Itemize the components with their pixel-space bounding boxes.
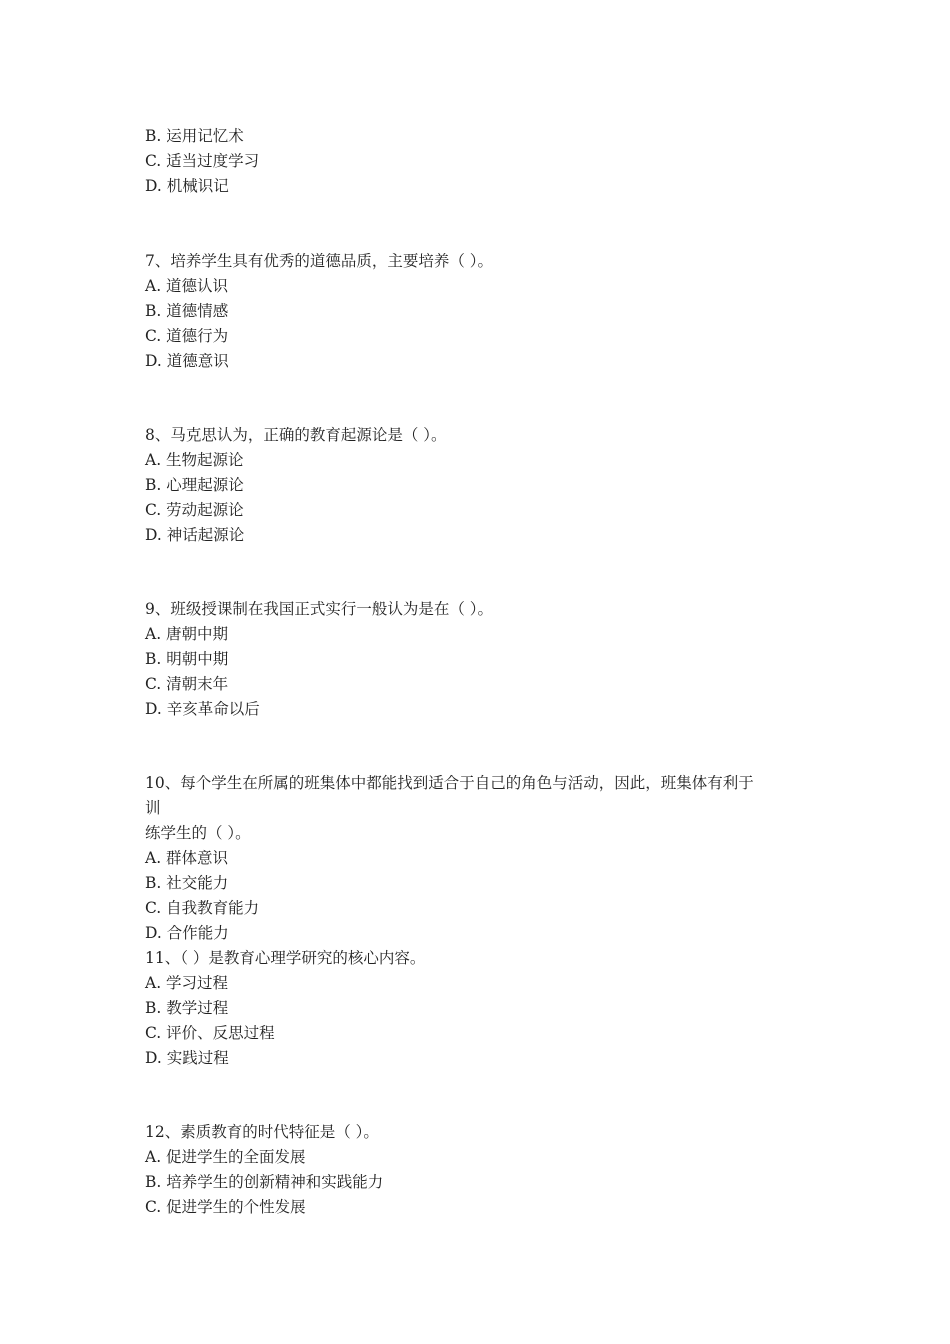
option-line: C. 清朝末年 xyxy=(145,675,229,693)
question-8: 8、马克思认为，正确的教育起源论是（ ）。 xyxy=(145,426,447,444)
question-12: 12、素质教育的时代特征是（ ）。 xyxy=(145,1123,379,1141)
option-line: A. 道德认识 xyxy=(145,277,229,295)
option-line: B. 培养学生的创新精神和实践能力 xyxy=(145,1173,384,1191)
question-10: 10、每个学生在所属的班集体中都能找到适合于自己的角色与活动，因此，班集体有利于 xyxy=(145,774,754,792)
option-line: B. 运用记忆术 xyxy=(145,127,244,145)
option-line: C. 促进学生的个性发展 xyxy=(145,1198,306,1216)
option-line: A. 生物起源论 xyxy=(145,451,244,469)
question-9: 9、班级授课制在我国正式实行一般认为是在（ ）。 xyxy=(145,600,494,618)
option-line: A. 学习过程 xyxy=(145,974,229,992)
option-line: C. 道德行为 xyxy=(145,327,229,345)
option-line: C. 劳动起源论 xyxy=(145,501,244,519)
option-line: B. 道德情感 xyxy=(145,302,229,320)
option-line: D. 机械识记 xyxy=(145,177,229,195)
option-line: C. 自我教育能力 xyxy=(145,899,260,917)
question-10-cont: 练学生的（ ）。 xyxy=(145,824,251,842)
option-line: C. 适当过度学习 xyxy=(145,152,260,170)
option-line: D. 道德意识 xyxy=(145,352,229,370)
option-line: A. 唐朝中期 xyxy=(145,625,229,643)
option-line: D. 实践过程 xyxy=(145,1049,229,1067)
option-line: D. 神话起源论 xyxy=(145,526,245,544)
option-line: A. 促进学生的全面发展 xyxy=(145,1148,306,1166)
option-line: B. 教学过程 xyxy=(145,999,229,1017)
question-7: 7、培养学生具有优秀的道德品质，主要培养（ ）。 xyxy=(145,252,494,270)
option-line: B. 心理起源论 xyxy=(145,476,244,494)
question-11: 11、（ ）是教育心理学研究的核心内容。 xyxy=(145,949,426,967)
option-line: D. 辛亥革命以后 xyxy=(145,700,260,718)
option-line: B. 社交能力 xyxy=(145,874,229,892)
question-10-wrap: 训 xyxy=(145,799,161,817)
option-line: D. 合作能力 xyxy=(145,924,229,942)
option-line: B. 明朝中期 xyxy=(145,650,229,668)
option-line: A. 群体意识 xyxy=(145,849,229,867)
option-line: C. 评价、反思过程 xyxy=(145,1024,275,1042)
